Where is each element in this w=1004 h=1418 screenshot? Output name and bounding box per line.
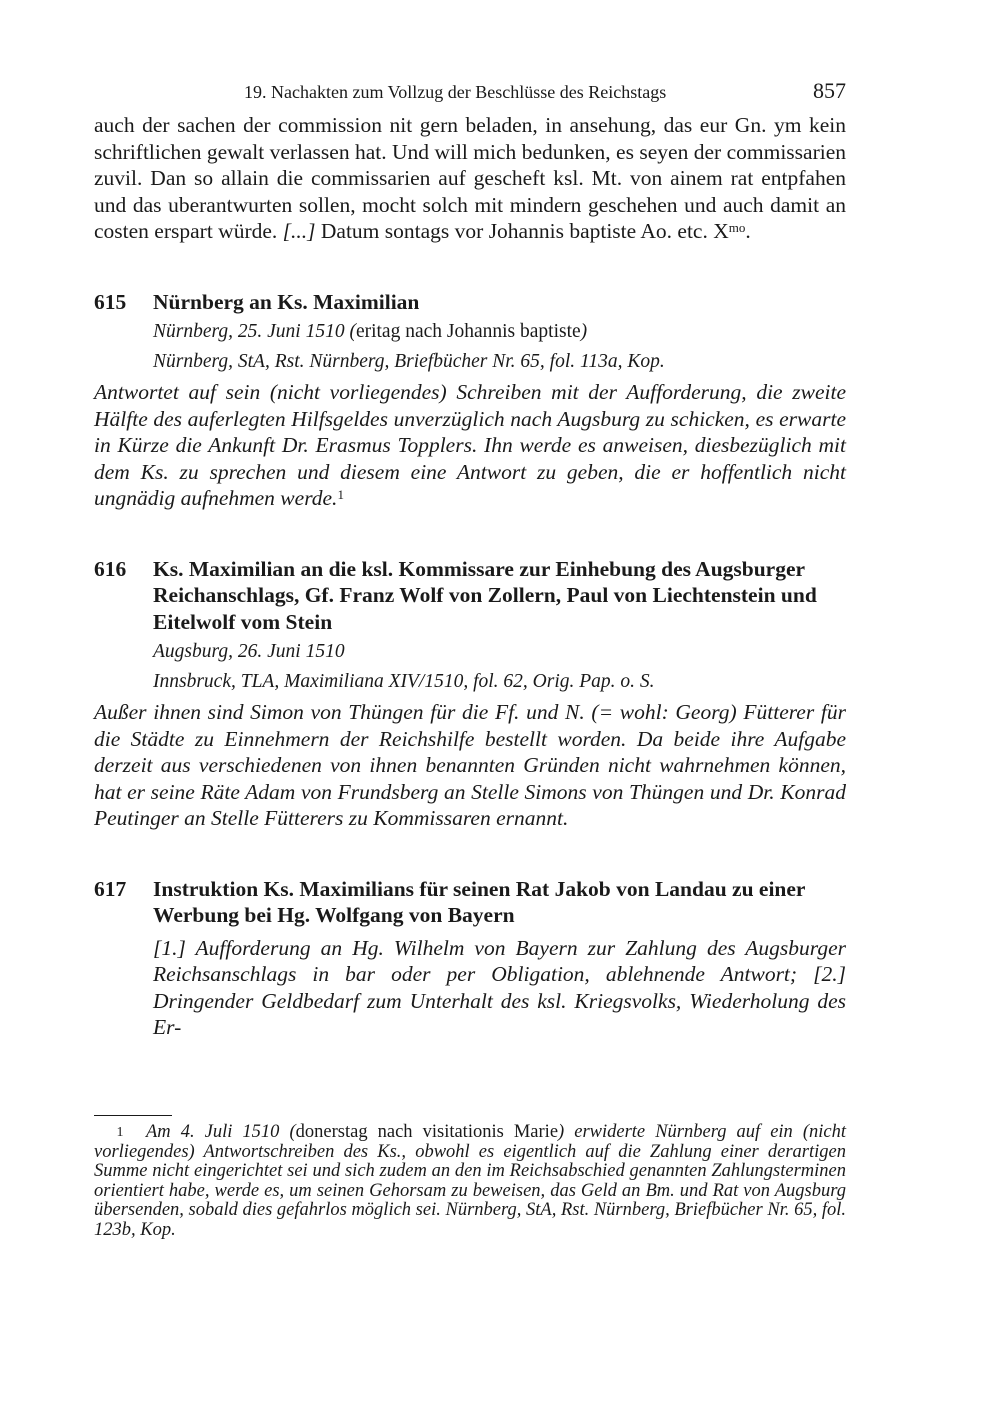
date-close: ) bbox=[580, 321, 588, 342]
entry-number: 617 bbox=[94, 876, 127, 901]
entry-617 bbox=[94, 876, 846, 1041]
intro-closing-end: . bbox=[745, 219, 751, 243]
entry-title: Ks. Maximilian an die ksl. Kommissare zur Einhebung des Augsburger Reichanschlags, Gf. Franz Wolf von Zollern, Paul von Liechtenstein und Eitelwolf vom Stein bbox=[153, 556, 817, 634]
entry-summary: [1.] Aufforderung an Hg. Wilhelm von Bayern zur Zahlung des Augsburger Reichsanschlags in bar oder per Obligation, ablehnende Antwort; [2.] Dringender Geldbedarf zum Unterhalt des ksl. Kriegsvolks, Wiederholung des Er- bbox=[153, 935, 846, 1039]
intro-ellipsis: [...] bbox=[282, 219, 316, 243]
date-original: eritag nach Johannis baptiste bbox=[355, 321, 581, 342]
footnote-ref[interactable]: 1 bbox=[337, 487, 344, 502]
footnote-date-original: donerstag nach visitationis Marie bbox=[295, 1122, 559, 1142]
footnote-mark: 1 bbox=[116, 1125, 124, 1140]
footnote-rule bbox=[94, 1115, 172, 1116]
entry-615 bbox=[94, 289, 846, 512]
entry-616 bbox=[94, 556, 846, 832]
intro-paragraph bbox=[94, 112, 846, 245]
entry-title: Nürnberg an Ks. Maximilian bbox=[153, 289, 420, 314]
footnote-1 bbox=[94, 1123, 846, 1240]
entry-source: Innsbruck, TLA, Maximiliana XIV/1510, fol. 62, Orig. Pap. o. S. bbox=[153, 671, 655, 692]
intro-closing-sup: mo bbox=[728, 220, 746, 235]
running-title: 19. Nachakten zum Vollzug der Beschlüsse des Reichstags bbox=[244, 82, 667, 102]
entry-date bbox=[153, 319, 846, 345]
footnote-text: ) erwiderte Nürnberg auf ein (nicht vorliegendes) Antwortschreiben des Ks., obwohl es eigentlich auf die Zahlung einer derartigen Summe nicht eingerichtet sei und sich zudem an den im Reichsabschied genannten Zahlungsterminen orientiert habe, werde es, um seinen Gehorsam zu beweisen, das Geld an Bm. und Rat von Augsburg übersenden, sobald dies gefahrlos möglich sei. Nürnberg, StA, Rst. Nürnberg, Briefbücher Nr. 65, fol. 123b, Kop. bbox=[94, 1122, 847, 1240]
entry-regest: Außer ihnen sind Simon von Thüngen für die Ff. und N. (= wohl: Georg) Fütterer für die Städte zu Einnehmern der Reichshilfe bestellt worden. Da beide ihre Aufgabe derzeit aus verschiedenen von ihnen benannten Gründen nicht wahrnehmen können, hat er seine Räte Adam von Frundsberg an Stelle Simons von Thüngen und Dr. Konrad Peutinger an Stelle Fütterers zu Kommissaren ernannt. bbox=[94, 700, 846, 830]
intro-closing: Datum sontags vor Johannis baptiste Ao. etc. X bbox=[320, 219, 729, 243]
regest-text: Antwortet auf sein (nicht vorliegendes) Schreiben mit der Aufforderung, die zweite Hälfte des auferlegten Hilfsgeldes unverzüglich nach Augsburg zu schicken, es erwarte in Kürze die Ankunft Dr. Erasmus Topplers. Ihn werde es anweisen, diesbezüglich mit dem Ks. zu sprechen und diesem eine Antwort zu geben, die er hoffentlich nicht ungnädig aufnehmen werde. bbox=[94, 380, 846, 510]
page bbox=[94, 78, 847, 1240]
entry-heading bbox=[94, 556, 846, 636]
entry-date: Augsburg, 26. Juni 1510 bbox=[153, 641, 345, 662]
entry-heading bbox=[94, 876, 846, 929]
entry-heading bbox=[94, 289, 846, 316]
page-number: 857 bbox=[813, 78, 846, 103]
entry-title: Instruktion Ks. Maximilians für seinen Rat Jakob von Landau zu einer Werbung bei Hg. Wolfgang von Bayern bbox=[153, 876, 806, 927]
intro-text: auch der sachen der commission nit gern beladen, in ansehung, das eur Gn. ym kein schriftlichen gewalt verlassen hat. Und will mich bedunken, es seyen der commissarien zuvil. Dan so allain die commissarien auf gescheft ksl. Mt. von ainem rat entpfahen und das uberantwurten sollen, mocht solch mit mindern geschehen und auch damit an costen erspart würde. bbox=[94, 113, 846, 243]
entry-regest bbox=[94, 379, 846, 512]
date-place: Nürnberg, 25. Juni 1510 ( bbox=[153, 321, 356, 342]
entry-source: Nürnberg, StA, Rst. Nürnberg, Briefbücher Nr. 65, fol. 113a, Kop. bbox=[153, 351, 665, 372]
footnote-lead: Am 4. Juli 1510 ( bbox=[146, 1122, 296, 1142]
entry-number: 616 bbox=[94, 556, 127, 581]
running-head bbox=[94, 78, 846, 112]
entry-number: 615 bbox=[94, 289, 127, 314]
